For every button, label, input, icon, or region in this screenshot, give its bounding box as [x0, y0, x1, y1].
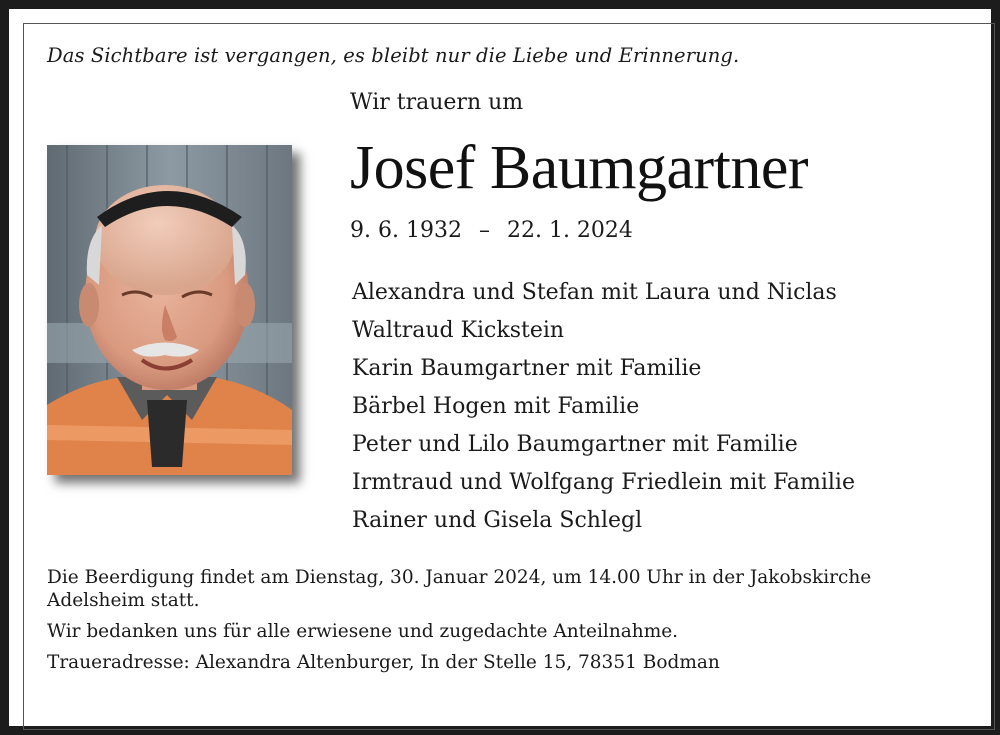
date-separator: – [478, 218, 490, 243]
life-dates [350, 218, 633, 243]
mourner-entry: Karin Baumgartner mit Familie [352, 356, 702, 381]
mourners-list [352, 274, 855, 540]
mourner-entry: Waltraud Kickstein [352, 318, 565, 343]
birth-date: 9. 6. 1932 [350, 218, 462, 243]
funeral-notice: Die Beerdigung findet am Dienstag, 30. Januar 2024, um 14.00 Uhr in der Jakobskirche Adelsheim statt. [47, 567, 872, 611]
footer-info [47, 566, 957, 682]
mourning-address: Traueradresse: Alexandra Altenburger, In der Stelle 15, 78351 Bodman [47, 652, 720, 673]
mourner-entry: Alexandra und Stefan mit Laura und Niclas [352, 280, 837, 305]
mourner-entry: Bärbel Hogen mit Familie [352, 394, 640, 419]
death-date: 22. 1. 2024 [506, 218, 633, 243]
portrait-photo [47, 145, 292, 475]
portrait-illustration [47, 145, 292, 475]
mourner-entry: Peter und Lilo Baumgartner mit Familie [352, 432, 798, 457]
thanks-text: Wir bedanken uns für alle erwiesene und zugedachte Anteilnahme. [47, 621, 679, 642]
mourner-entry: Irmtraud und Wolfgang Friedlein mit Familie [352, 470, 855, 495]
motto-text: Das Sichtbare ist vergangen, es bleibt nur die Liebe und Erinnerung. [47, 44, 740, 67]
mourner-entry: Rainer und Gisela Schlegl [352, 508, 643, 533]
deceased-name: Josef Baumgartner [350, 134, 809, 202]
intro-text: Wir trauern um [350, 90, 524, 115]
